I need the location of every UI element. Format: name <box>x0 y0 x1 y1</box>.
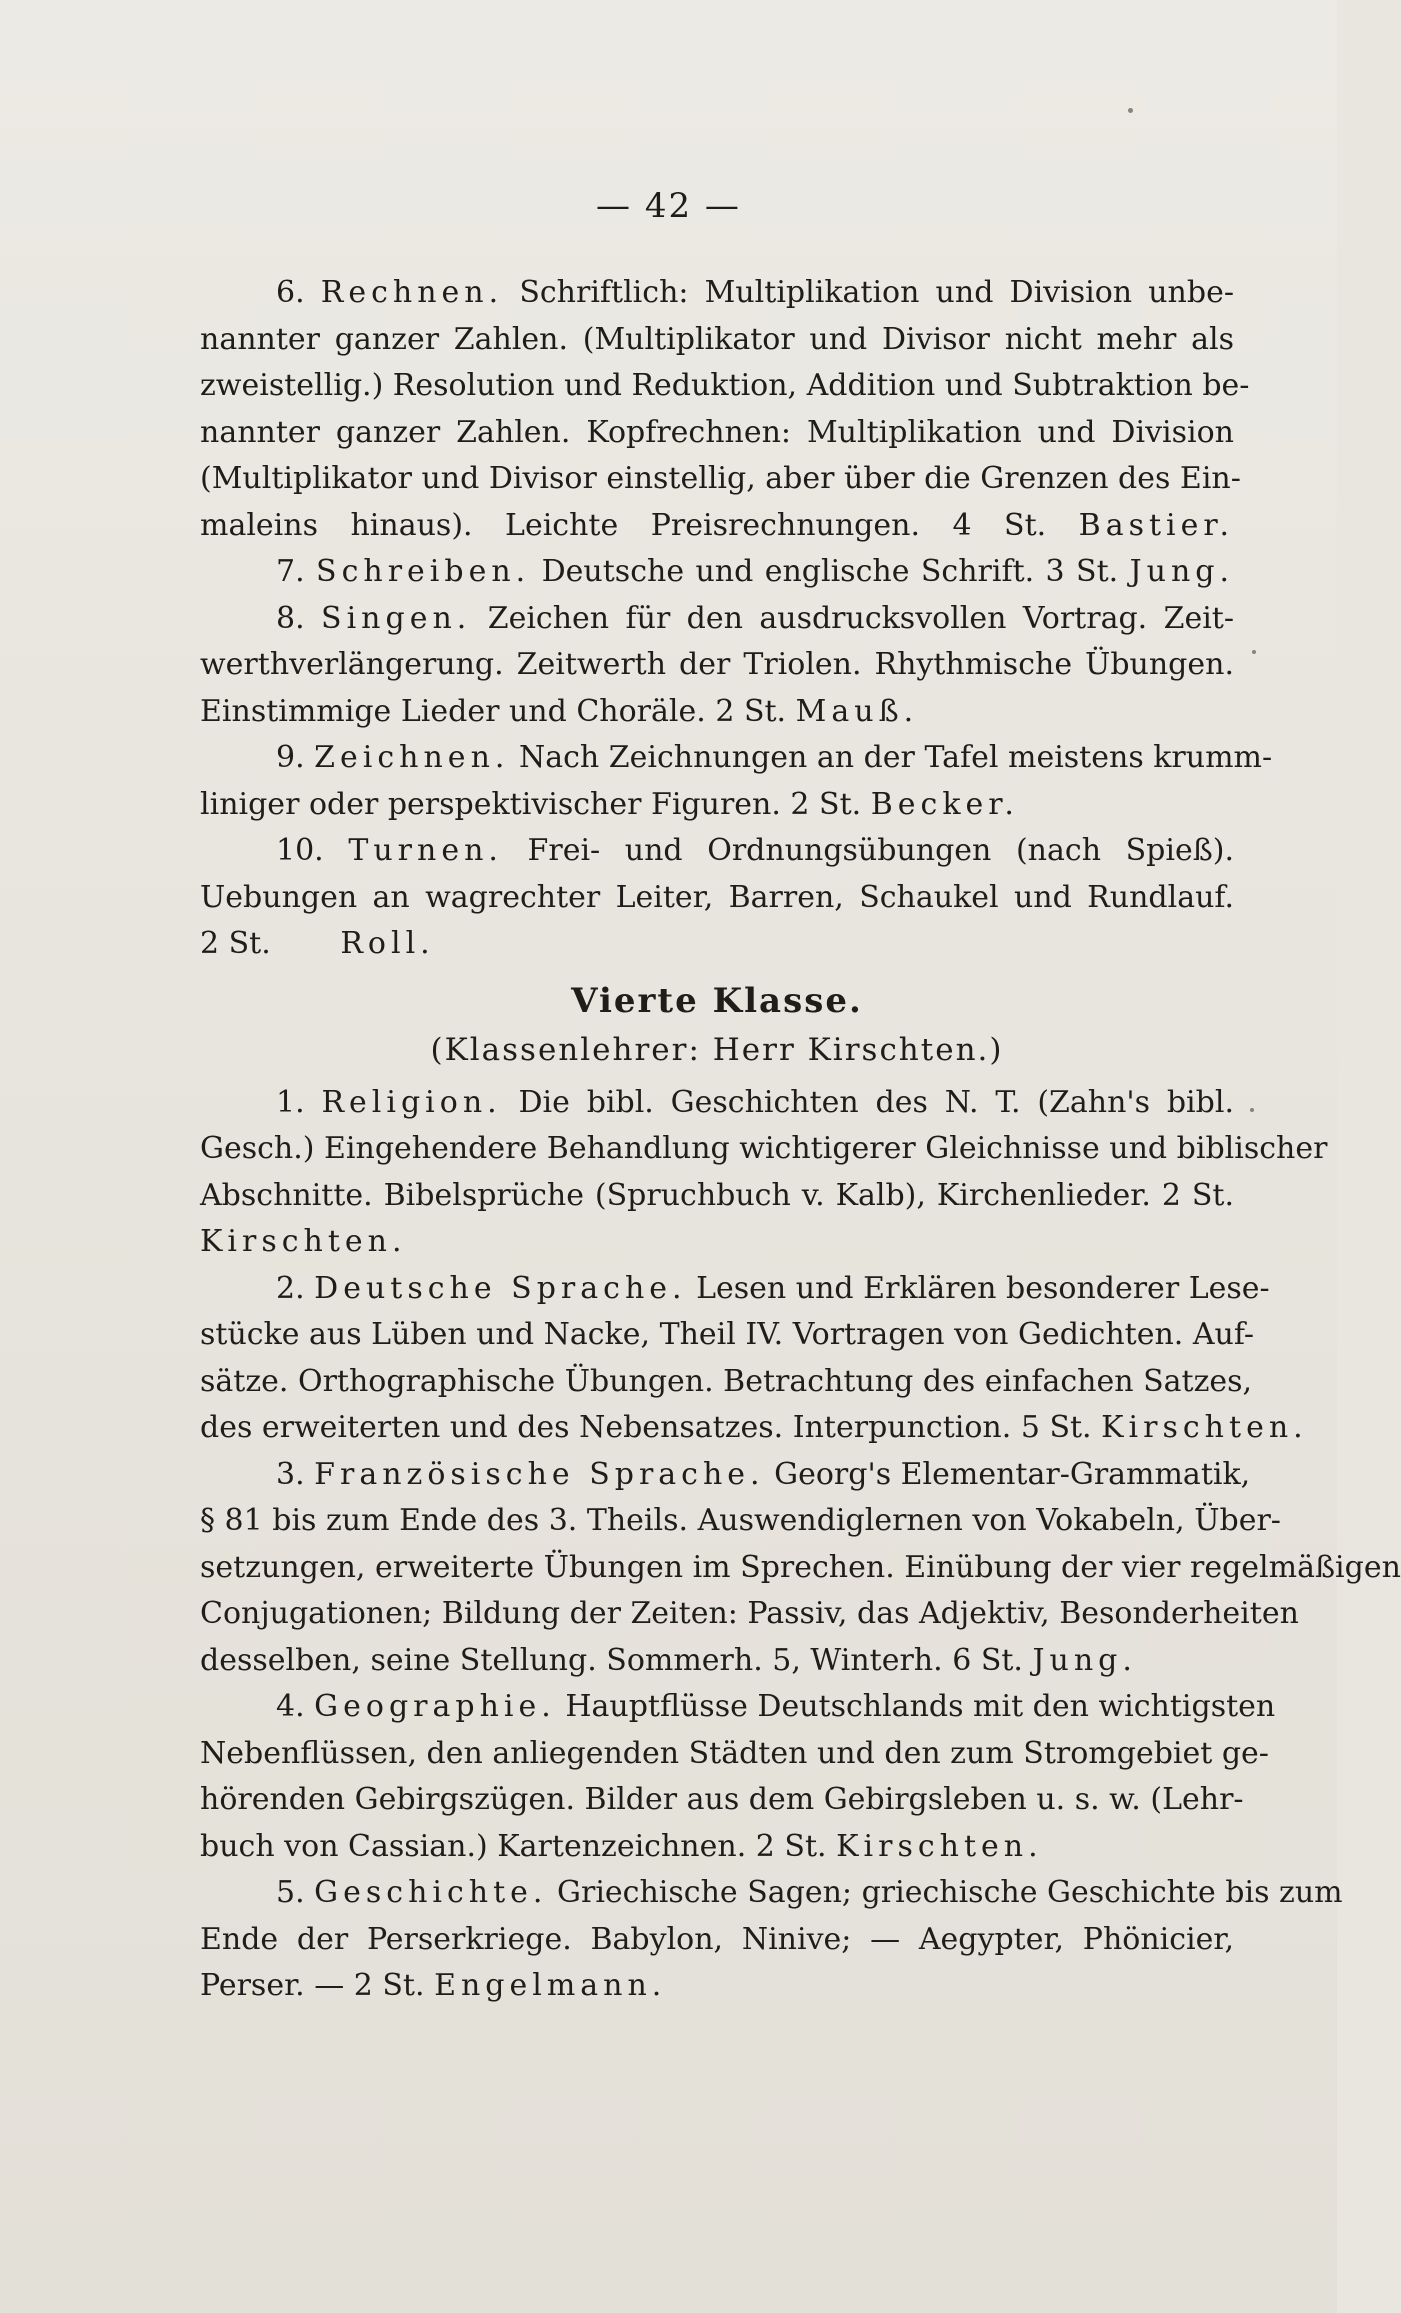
section-number: 3. <box>276 1456 305 1492</box>
section-8-line-1 <box>200 596 1234 643</box>
text: Frei- und Ordnungsübungen (nach Spieß). <box>527 833 1234 868</box>
geography-line-1 <box>200 1684 1276 1731</box>
teacher-name: Mauß. <box>795 693 919 729</box>
section-title: Singen. <box>321 600 472 636</box>
section-number: 7. <box>276 554 305 589</box>
text-line: nannter ganzer Zahlen. (Multiplikator und Divisor nicht mehr als <box>200 321 1234 357</box>
paper-speck <box>1128 108 1133 113</box>
text-line: (Multiplikator und Divisor einstellig, aber über die Grenzen des Ein- <box>200 461 1241 496</box>
text-line: nannter ganzer Zahlen. Kopfrechnen: Multiplikation und Division <box>200 414 1234 450</box>
section-number: 4. <box>276 1689 305 1724</box>
section-number: 6. <box>276 275 305 310</box>
teacher-name: Roll. <box>340 926 435 961</box>
teacher-name: Kirschten. <box>1101 1410 1308 1445</box>
section-number: 5. <box>276 1875 305 1910</box>
section-title: Geschichte. <box>314 1875 548 1910</box>
section-title: Religion. <box>321 1084 502 1120</box>
text-line: Abschnitte. Bibelsprüche (Spruchbuch v. Kalb), Kirchenlieder. 2 St. <box>200 1177 1234 1213</box>
text: maleins hinaus). Leichte Preisrechnungen. 4 St. <box>200 507 1047 543</box>
text-line: Gesch.) Eingehendere Behandlung wichtigerer Gleichnisse und biblischer <box>200 1131 1328 1166</box>
text: Einstimmige Lieder und Choräle. 2 St. <box>200 693 787 729</box>
text-line: Ende der Perserkriege. Babylon, Ninive; — Aegypter, Phönicier, <box>200 1921 1234 1957</box>
german-line-1 <box>200 1266 1270 1313</box>
section-number: 1. <box>276 1084 305 1120</box>
text-line: Conjugationen; Bildung der Zeiten: Passiv, das Adjektiv, Besonderheiten <box>200 1596 1299 1631</box>
section-number: 9. <box>276 740 305 775</box>
text: des erweiterten und des Nebensatzes. Interpunction. 5 St. <box>200 1410 1092 1445</box>
text-line: hörenden Gebirgszügen. Bilder aus dem Gebirgsleben u. s. w. (Lehr- <box>200 1782 1244 1817</box>
section-9-line-2 <box>200 782 1234 829</box>
text: 2 St. <box>200 926 271 961</box>
section-title: Turnen. <box>348 833 503 868</box>
section-8-line-3 <box>200 689 1234 736</box>
section-title: Französische Sprache. <box>314 1456 765 1492</box>
teacher-name: Jung. <box>1032 1642 1137 1678</box>
history-line-3 <box>200 1963 1234 2010</box>
section-title: Geographie. <box>314 1689 556 1724</box>
history-line-1 <box>200 1870 1343 1917</box>
text-line: setzungen, erweiterte Übungen im Sprechen. Einübung der vier regelmäßigen <box>200 1549 1401 1585</box>
section-10-line-3 <box>200 921 1234 968</box>
teacher-name: Kirschten. <box>836 1828 1043 1864</box>
text-line: Uebungen an wagrechter Leiter, Barren, Schaukel und Rundlauf. <box>200 879 1234 915</box>
teacher-name: Becker. <box>870 786 1019 822</box>
religion-line-1 <box>200 1080 1234 1127</box>
text: Perser. — 2 St. <box>200 1968 425 2003</box>
french-line-1 <box>200 1452 1251 1499</box>
paper-speck <box>1252 650 1256 654</box>
section-9-line-1 <box>200 735 1273 782</box>
text: Lesen und Erklären besonderer Lese- <box>696 1270 1270 1306</box>
text: Die bibl. Geschichten des N. T. (Zahn's bibl. <box>518 1084 1234 1120</box>
section-number: 10. <box>276 833 324 868</box>
teacher-name: Kirschten. <box>200 1224 407 1259</box>
section-number: 8. <box>276 600 305 636</box>
page-number: — 42 — <box>596 186 741 226</box>
section-number: 2. <box>276 1270 305 1306</box>
section-7-line-1 <box>200 549 1234 596</box>
text: desselben, seine Stellung. Sommerh. 5, Winterh. 6 St. <box>200 1642 1023 1678</box>
section-title: Schreiben. <box>316 554 531 589</box>
class-heading: Vierte Klasse. <box>571 980 863 1021</box>
section-title: Zeichnen. <box>314 740 510 775</box>
text: liniger oder perspektivischer Figuren. 2 St. <box>200 786 862 822</box>
text: Hauptflüsse Deutschlands mit den wichtigsten <box>565 1689 1276 1724</box>
section-6-line-1 <box>200 270 1234 317</box>
section-10-line-1 <box>200 828 1234 875</box>
text: Georg's Elementar-Grammatik, <box>774 1456 1251 1492</box>
text: buch von Cassian.) Kartenzeichnen. 2 St. <box>200 1828 827 1864</box>
teacher-name: Jung. <box>1129 554 1235 589</box>
text: Zeichen für den ausdrucksvollen Vortrag. Zeit- <box>487 600 1234 636</box>
text-line: stücke aus Lüben und Nacke, Theil IV. Vortragen von Gedichten. Auf- <box>200 1317 1254 1352</box>
section-title: Rechnen. <box>320 275 504 310</box>
teacher-name: Bastier. <box>1078 507 1234 543</box>
french-line-5 <box>200 1638 1234 1685</box>
text-line: Nebenflüssen, den anliegenden Städten und den zum Stromgebiet ge- <box>200 1735 1269 1771</box>
text-line: zweistellig.) Resolution und Reduktion, Addition und Subtraktion be- <box>200 368 1250 403</box>
page-body <box>200 270 1401 2010</box>
text: Schriftlich: Multiplikation und Division unbe- <box>519 275 1234 310</box>
text-line: § 81 bis zum Ende des 3. Theils. Auswendiglernen von Vokabeln, Über- <box>200 1503 1281 1538</box>
german-line-4 <box>200 1405 1308 1452</box>
text: Nach Zeichnungen an der Tafel meistens krumm- <box>518 740 1273 775</box>
text: Griechische Sagen; griechische Geschichte bis zum <box>557 1875 1343 1910</box>
section-6-line-6 <box>200 503 1234 550</box>
text-line: werthverlängerung. Zeitwerth der Triolen. Rhythmische Übungen. <box>200 647 1234 682</box>
text-line: sätze. Orthographische Übungen. Betrachtung des einfachen Satzes, <box>200 1363 1253 1399</box>
text: Deutsche und englische Schrift. 3 St. <box>541 554 1119 589</box>
geography-line-4 <box>200 1824 1234 1871</box>
teacher-name: Engelmann. <box>434 1968 667 2003</box>
paper-speck <box>1250 1108 1254 1112</box>
section-title: Deutsche Sprache. <box>314 1270 687 1306</box>
class-teacher: (Klassenlehrer: Herr Kirschten.) <box>430 1031 1004 1068</box>
